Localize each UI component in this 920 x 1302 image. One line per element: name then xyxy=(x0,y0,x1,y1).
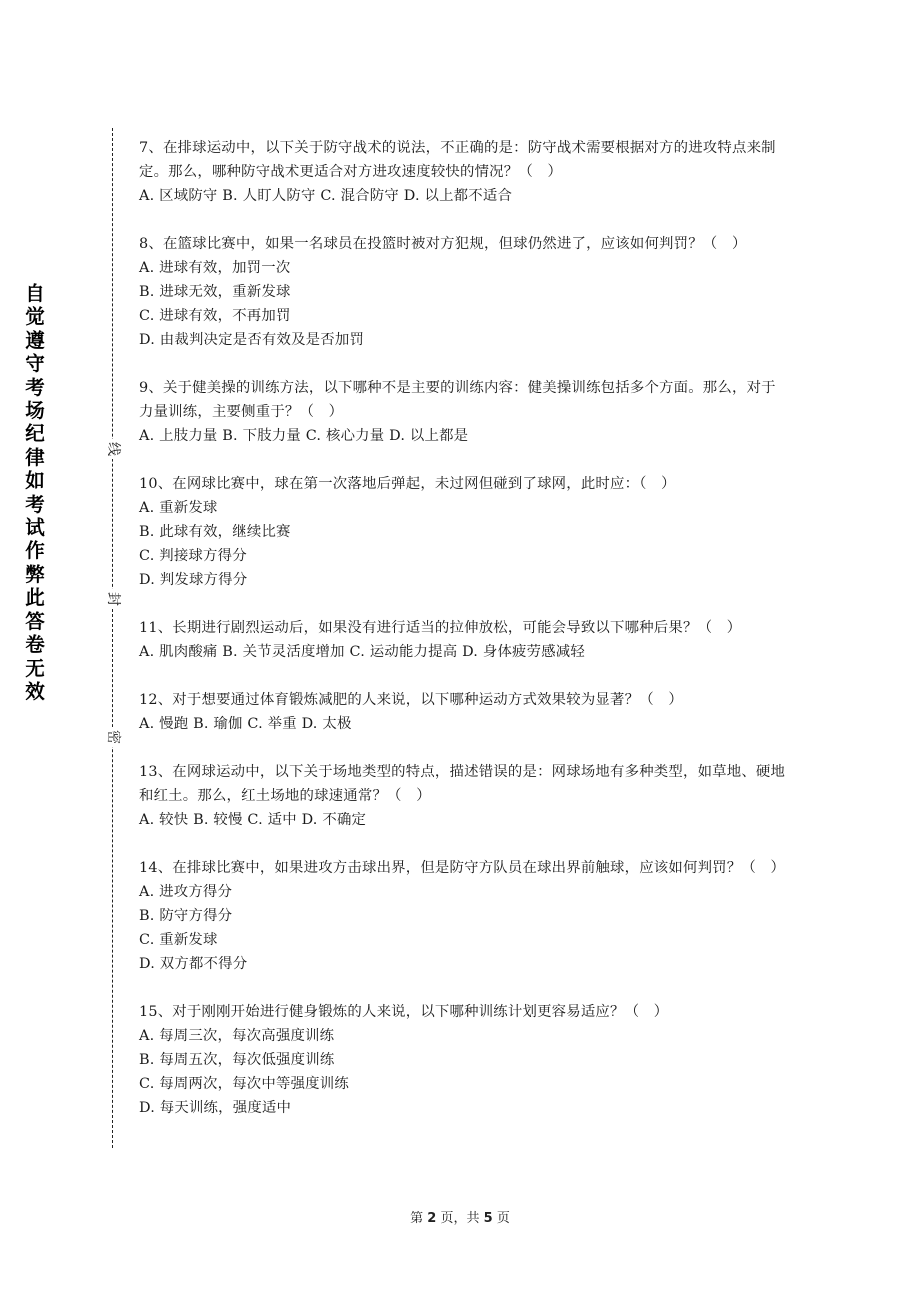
question-options: A. 区域防守 B. 人盯人防守 C. 混合防守 D. 以上都不适合 xyxy=(139,188,513,204)
option-d: D. 双方都不得分 xyxy=(139,956,248,972)
footer-page-number: 2 xyxy=(427,1211,437,1226)
seal-dashed-line xyxy=(112,128,113,1148)
page-footer xyxy=(0,1207,920,1226)
question-text: 8、在篮球比赛中，如果一名球员在投篮时被对方犯规，但球仍然进了，应该如何判罚？（ ） xyxy=(139,236,747,252)
footer-total-pages: 5 xyxy=(483,1211,493,1226)
question-13 xyxy=(139,760,789,832)
option-d: D. 由裁判决定是否有效及是否加罚 xyxy=(139,332,365,348)
option-b: B. 进球无效，重新发球 xyxy=(139,284,291,300)
footer-middle: 页，共 xyxy=(440,1211,480,1226)
question-10 xyxy=(139,472,789,592)
option-b: B. 防守方得分 xyxy=(139,908,233,924)
option-a: A. 进球有效，加罚一次 xyxy=(139,260,291,276)
option-b: B. 每周五次，每次低强度训练 xyxy=(139,1052,335,1068)
question-text: 15、对于刚刚开始进行健身锻炼的人来说，以下哪种训练计划更容易适应？（ ） xyxy=(139,1004,669,1020)
footer-prefix: 第 xyxy=(410,1211,424,1226)
seal-mark-seal: 封 xyxy=(102,589,124,609)
question-text: 10、在网球比赛中，球在第一次落地后弹起，未过网但碰到了球网，此时应：（ ） xyxy=(139,476,676,492)
question-12 xyxy=(139,688,789,736)
question-options: A. 较快 B. 较慢 C. 适中 D. 不确定 xyxy=(139,812,367,828)
option-b: B. 此球有效，继续比赛 xyxy=(139,524,291,540)
question-7 xyxy=(139,136,789,208)
question-options: A. 肌肉酸痛 B. 关节灵活度增加 C. 运动能力提高 D. 身体疲劳感减轻 xyxy=(139,644,585,660)
option-d: D. 每天训练，强度适中 xyxy=(139,1100,292,1116)
question-text: 14、在排球比赛中，如果进攻方击球出界，但是防守方队员在球出界前触球，应该如何判罚？（ ） xyxy=(139,860,786,876)
option-a: A. 重新发球 xyxy=(139,500,218,516)
question-text: 11、长期进行剧烈运动后，如果没有进行适当的拉伸放松，可能会导致以下哪种后果？（ ） xyxy=(139,620,742,636)
question-text: 7、在排球运动中，以下关于防守战术的说法，不正确的是：防守战术需要根据对方的进攻特点来制定。那么，哪种防守战术更适合对方进攻速度较快的情况？（ ） xyxy=(139,140,776,180)
question-options: A. 上肢力量 B. 下肢力量 C. 核心力量 D. 以上都是 xyxy=(139,428,469,444)
footer-suffix: 页 xyxy=(496,1211,510,1226)
option-d: D. 判发球方得分 xyxy=(139,572,248,588)
seal-mark-line: 线 xyxy=(102,439,124,459)
question-15 xyxy=(139,1000,789,1120)
question-9 xyxy=(139,376,789,448)
question-8 xyxy=(139,232,789,352)
exam-discipline-notice: 自觉遵守考场纪律如考试作弊此答卷无效 xyxy=(25,282,45,703)
question-text: 9、关于健美操的训练方法，以下哪种不是主要的训练内容：健美操训练包括多个方面。那么，对于力量训练，主要侧重于？（ ） xyxy=(139,380,776,420)
option-c: C. 判接球方得分 xyxy=(139,548,247,564)
option-c: C. 每周两次，每次中等强度训练 xyxy=(139,1076,349,1092)
question-text: 13、在网球运动中，以下关于场地类型的特点，描述错误的是：网球场地有多种类型，如草地、硬地和红土。那么，红土场地的球速通常？（ ） xyxy=(139,764,786,804)
question-text: 12、对于想要通过体育锻炼减肥的人来说，以下哪种运动方式效果较为显著？（ ） xyxy=(139,692,683,708)
question-list xyxy=(139,136,789,1144)
option-a: A. 进攻方得分 xyxy=(139,884,233,900)
question-11 xyxy=(139,616,789,664)
question-options: A. 慢跑 B. 瑜伽 C. 举重 D. 太极 xyxy=(139,716,352,732)
option-c: C. 重新发球 xyxy=(139,932,218,948)
option-a: A. 每周三次，每次高强度训练 xyxy=(139,1028,335,1044)
question-14 xyxy=(139,856,789,976)
seal-mark-secret: 密 xyxy=(102,727,124,747)
option-c: C. 进球有效，不再加罚 xyxy=(139,308,291,324)
